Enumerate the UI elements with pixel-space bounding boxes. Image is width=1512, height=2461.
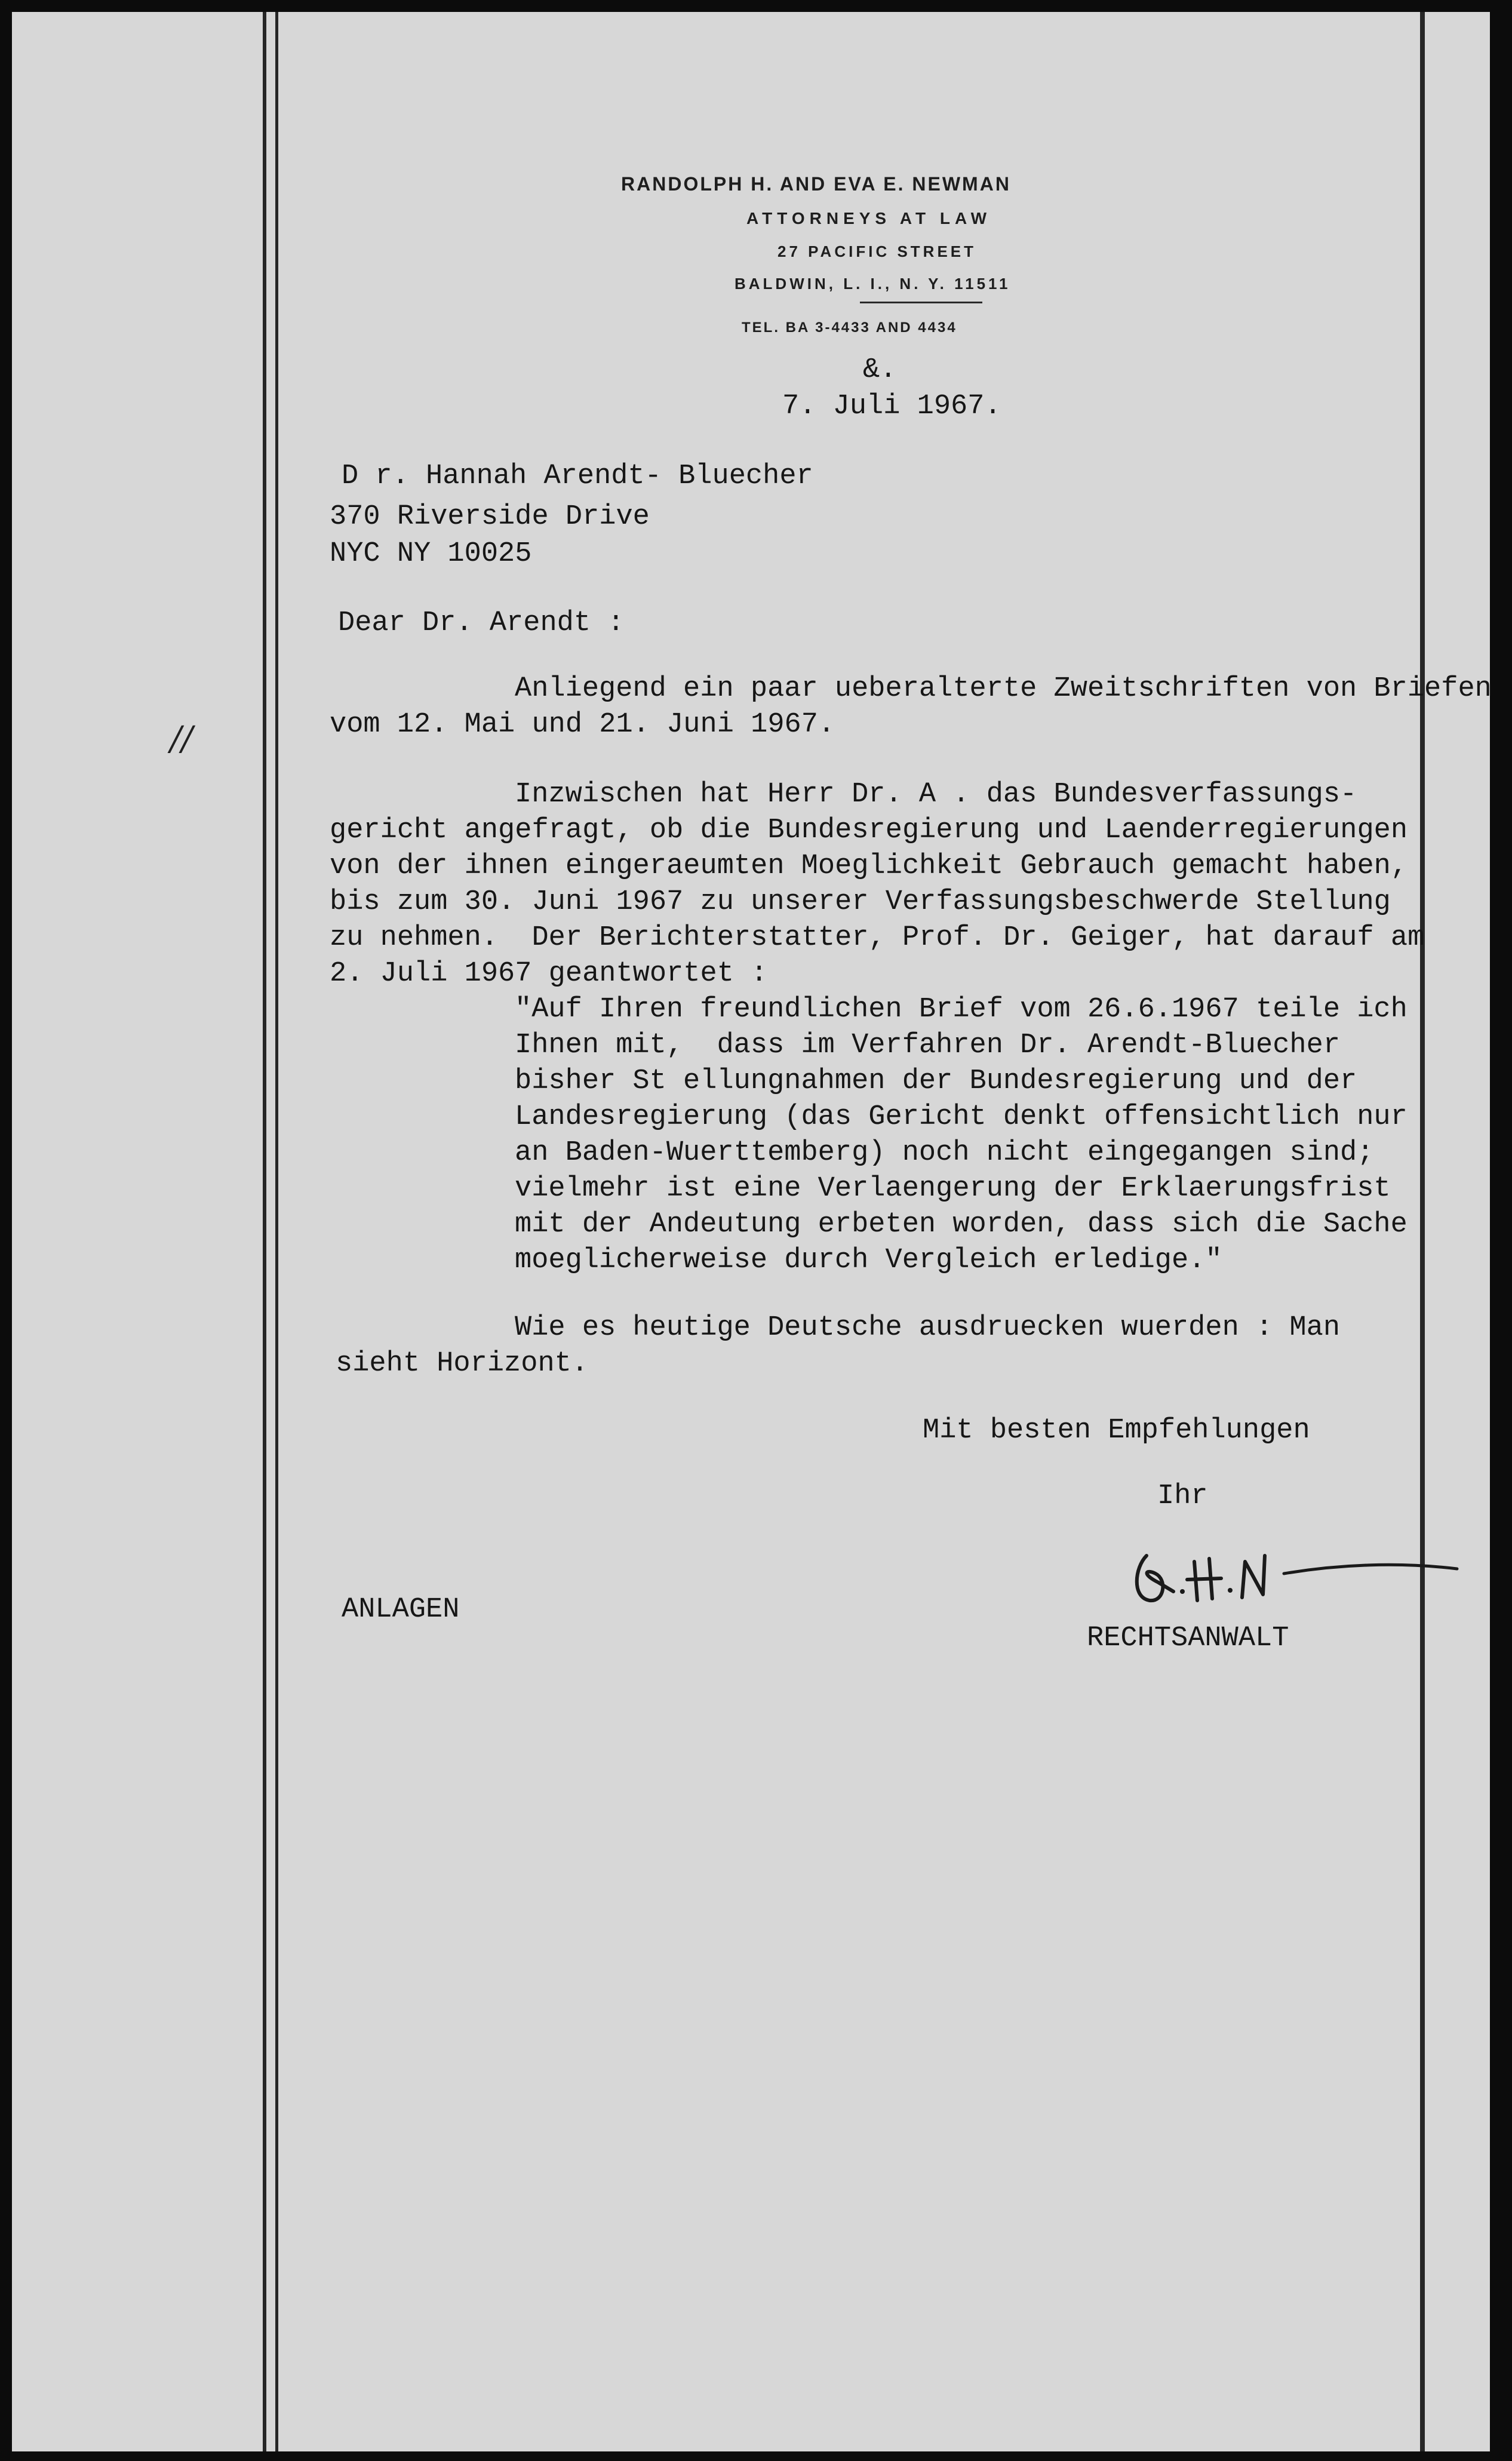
quotation-line: vielmehr ist eine Verlaengerung der Erklaerungsfrist xyxy=(515,1173,1391,1205)
letterhead-city: BALDWIN, L. I., N. Y. 11511 xyxy=(735,275,1011,293)
paragraph1-line: vom 12. Mai und 21. Juni 1967. xyxy=(330,709,835,741)
left-margin-rule-inner xyxy=(275,12,278,2451)
paragraph2-line: 2. Juli 1967 geantwortet : xyxy=(330,958,768,990)
quotation-line: bisher St ellungnahmen der Bundesregierung und der xyxy=(515,1065,1357,1097)
closing-word: Ihr xyxy=(1157,1480,1208,1512)
quotation-line: Ihnen mit, dass im Verfahren Dr. Arendt-Bluecher xyxy=(515,1030,1341,1061)
paragraph3-line: sieht Horizont. xyxy=(336,1348,589,1379)
left-margin-rule xyxy=(263,12,266,2451)
paragraph2-line: gericht angefragt, ob die Bundesregierung und Laenderregierungen xyxy=(330,815,1408,846)
letter-date: 7. Juli 1967. xyxy=(782,391,1001,422)
recipient-name: D r. Hannah Arendt- Bluecher xyxy=(342,460,813,492)
quotation-line: Landesregierung (das Gericht denkt offensichtlich nur xyxy=(515,1101,1407,1133)
paragraph1-line: Anliegend ein paar ueberalterte Zweitschriften von Briefen xyxy=(515,673,1492,705)
handwritten-margin-mark: // xyxy=(170,720,193,758)
enclosures-label: ANLAGEN xyxy=(342,1594,460,1626)
paragraph2-line: bis zum 30. Juni 1967 zu unserer Verfassungsbeschwerde Stellung xyxy=(330,886,1391,918)
recipient-city: NYC NY 10025 xyxy=(330,538,532,570)
paragraph2-line: von der ihnen eingeraeumten Moeglichkeit Gebrauch gemacht haben, xyxy=(330,850,1408,882)
closing: Mit besten Empfehlungen xyxy=(923,1415,1310,1446)
right-margin-rule xyxy=(1420,12,1425,2451)
letterhead-telephone: TEL. BA 3-4433 AND 4434 xyxy=(742,319,957,336)
letterhead-name: RANDOLPH H. AND EVA E. NEWMAN xyxy=(621,173,1011,195)
quotation-line: moeglicherweise durch Vergleich erledige." xyxy=(515,1245,1222,1276)
recipient-street: 370 Riverside Drive xyxy=(330,501,650,533)
quotation-line: mit der Andeutung erbeten worden, dass sich die Sache xyxy=(515,1209,1407,1240)
letterhead-divider xyxy=(860,302,982,303)
letterhead-title: ATTORNEYS AT LAW xyxy=(746,209,992,228)
quotation-line: an Baden-Wuerttemberg) noch nicht eingegangen sind; xyxy=(515,1137,1374,1169)
reference-mark: &. xyxy=(863,354,897,386)
letter-page xyxy=(12,12,1490,2451)
signatory-title: RECHTSANWALT xyxy=(1087,1623,1289,1654)
paragraph2-line: zu nehmen. Der Berichterstatter, Prof. Dr. Geiger, hat darauf am xyxy=(330,922,1425,954)
paragraph3-line: Wie es heutige Deutsche ausdruecken wuerden : Man xyxy=(515,1312,1341,1344)
salutation: Dear Dr. Arendt : xyxy=(338,607,625,639)
paragraph2-line: Inzwischen hat Herr Dr. A . das Bundesverfassungs- xyxy=(515,779,1357,810)
handwritten-signature xyxy=(1123,1532,1469,1621)
letterhead-street: 27 PACIFIC STREET xyxy=(777,242,977,260)
quotation-line: "Auf Ihren freundlichen Brief vom 26.6.1967 teile ich xyxy=(515,994,1407,1025)
